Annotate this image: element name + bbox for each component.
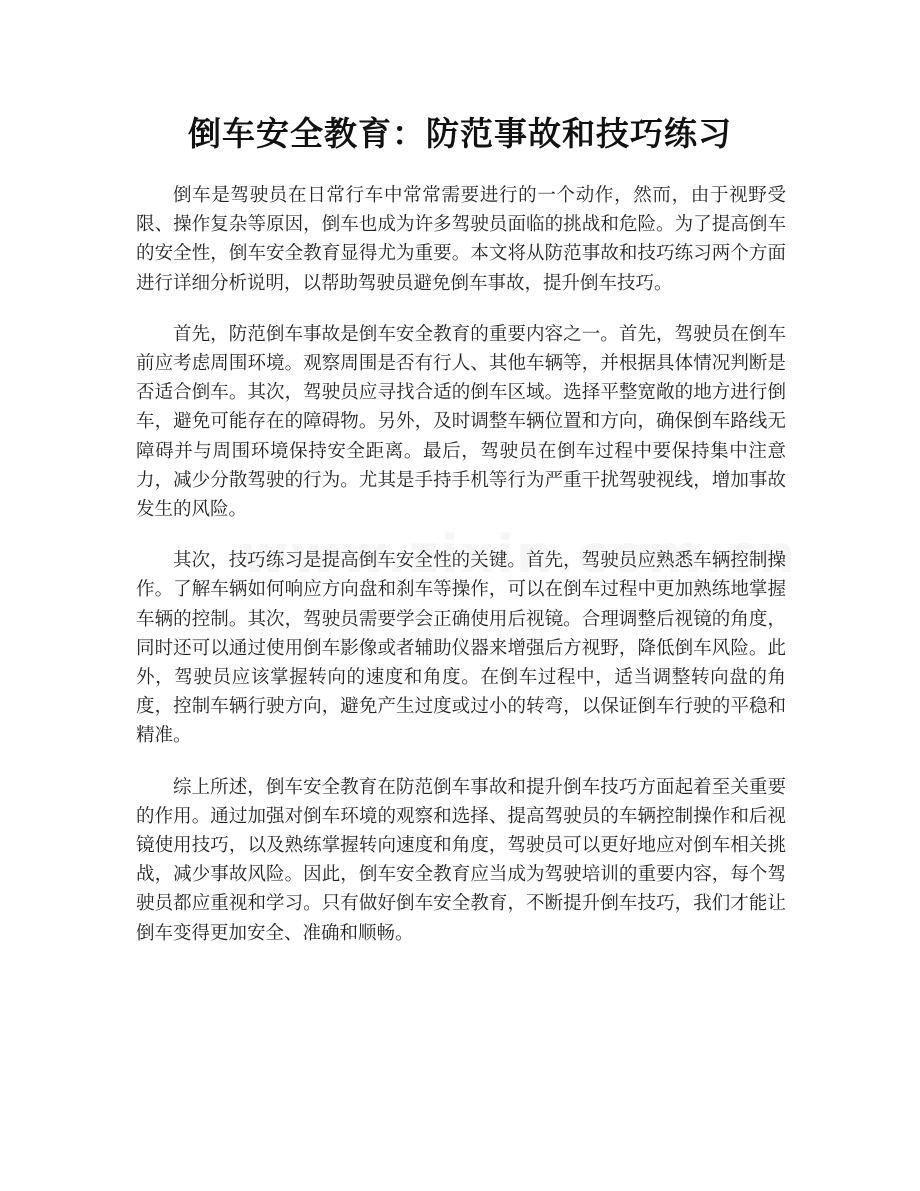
article-body [136,181,786,970]
page-title: 倒车安全教育：防范事故和技巧练习 [188,114,732,153]
paragraph-accident-prevention: 首先，防范倒车事故是倒车安全教育的重要内容之一。首先，驾驶员在倒车前应考虑周围环境。观察周围是否有行人、其他车辆等，并根据具体情况判断是否适合倒车。其次，驾驶员应寻找合适的倒车区域。选择平整宽敞的地方进行倒车，避免可能存在的障碍物。另外，及时调整车辆位置和方向，确保倒车路线无障碍并与周围环境保持安全距离。最后，驾驶员在倒车过程中要保持集中注意力，减少分散驾驶的行为。尤其是手持手机等行为严重干扰驾驶视线，增加事故发生的风险。 [136,323,786,521]
paragraph-skill-practice: 其次，技巧练习是提高倒车安全性的关键。首先，驾驶员应熟悉车辆控制操作。了解车辆如何响应方向盘和刹车等操作，可以在倒车过程中更加熟练地掌握车辆的控制。其次，驾驶员需要学会正确使用后视镜。合理调整后视镜的角度，同时还可以通过使用倒车影像或者辅助仪器来增强后方视野，降低倒车风险。此外，驾驶员应该掌握转向的速度和角度。在倒车过程中，适当调整转向盘的角度，控制车辆行驶方向，避免产生过度或过小的转弯，以保证倒车行驶的平稳和精准。 [136,550,786,747]
paragraph-intro: 倒车是驾驶员在日常行车中常常需要进行的一个动作，然而，由于视野受限、操作复杂等原因，倒车也成为许多驾驶员面临的挑战和危险。为了提高倒车的安全性，倒车安全教育显得尤为重要。本文将从防范事故和技巧练习两个方面进行详细分析说明，以帮助驾驶员避免倒车事故，提升倒车技巧。 [136,185,786,294]
paragraph-conclusion: 综上所述，倒车安全教育在防范倒车事故和提升倒车技巧方面起着至关重要的作用。通过加强对倒车环境的观察和选择、提高驾驶员的车辆控制操作和后视镜使用技巧，以及熟练掌握转向速度和角度，驾驶员可以更好地应对倒车相关挑战，减少事故风险。因此，倒车安全教育应当成为驾驶培训的重要内容，每个驾驶员都应重视和学习。只有做好倒车安全教育，不断提升倒车技巧，我们才能让倒车变得更加安全、准确和顺畅。 [136,776,786,944]
